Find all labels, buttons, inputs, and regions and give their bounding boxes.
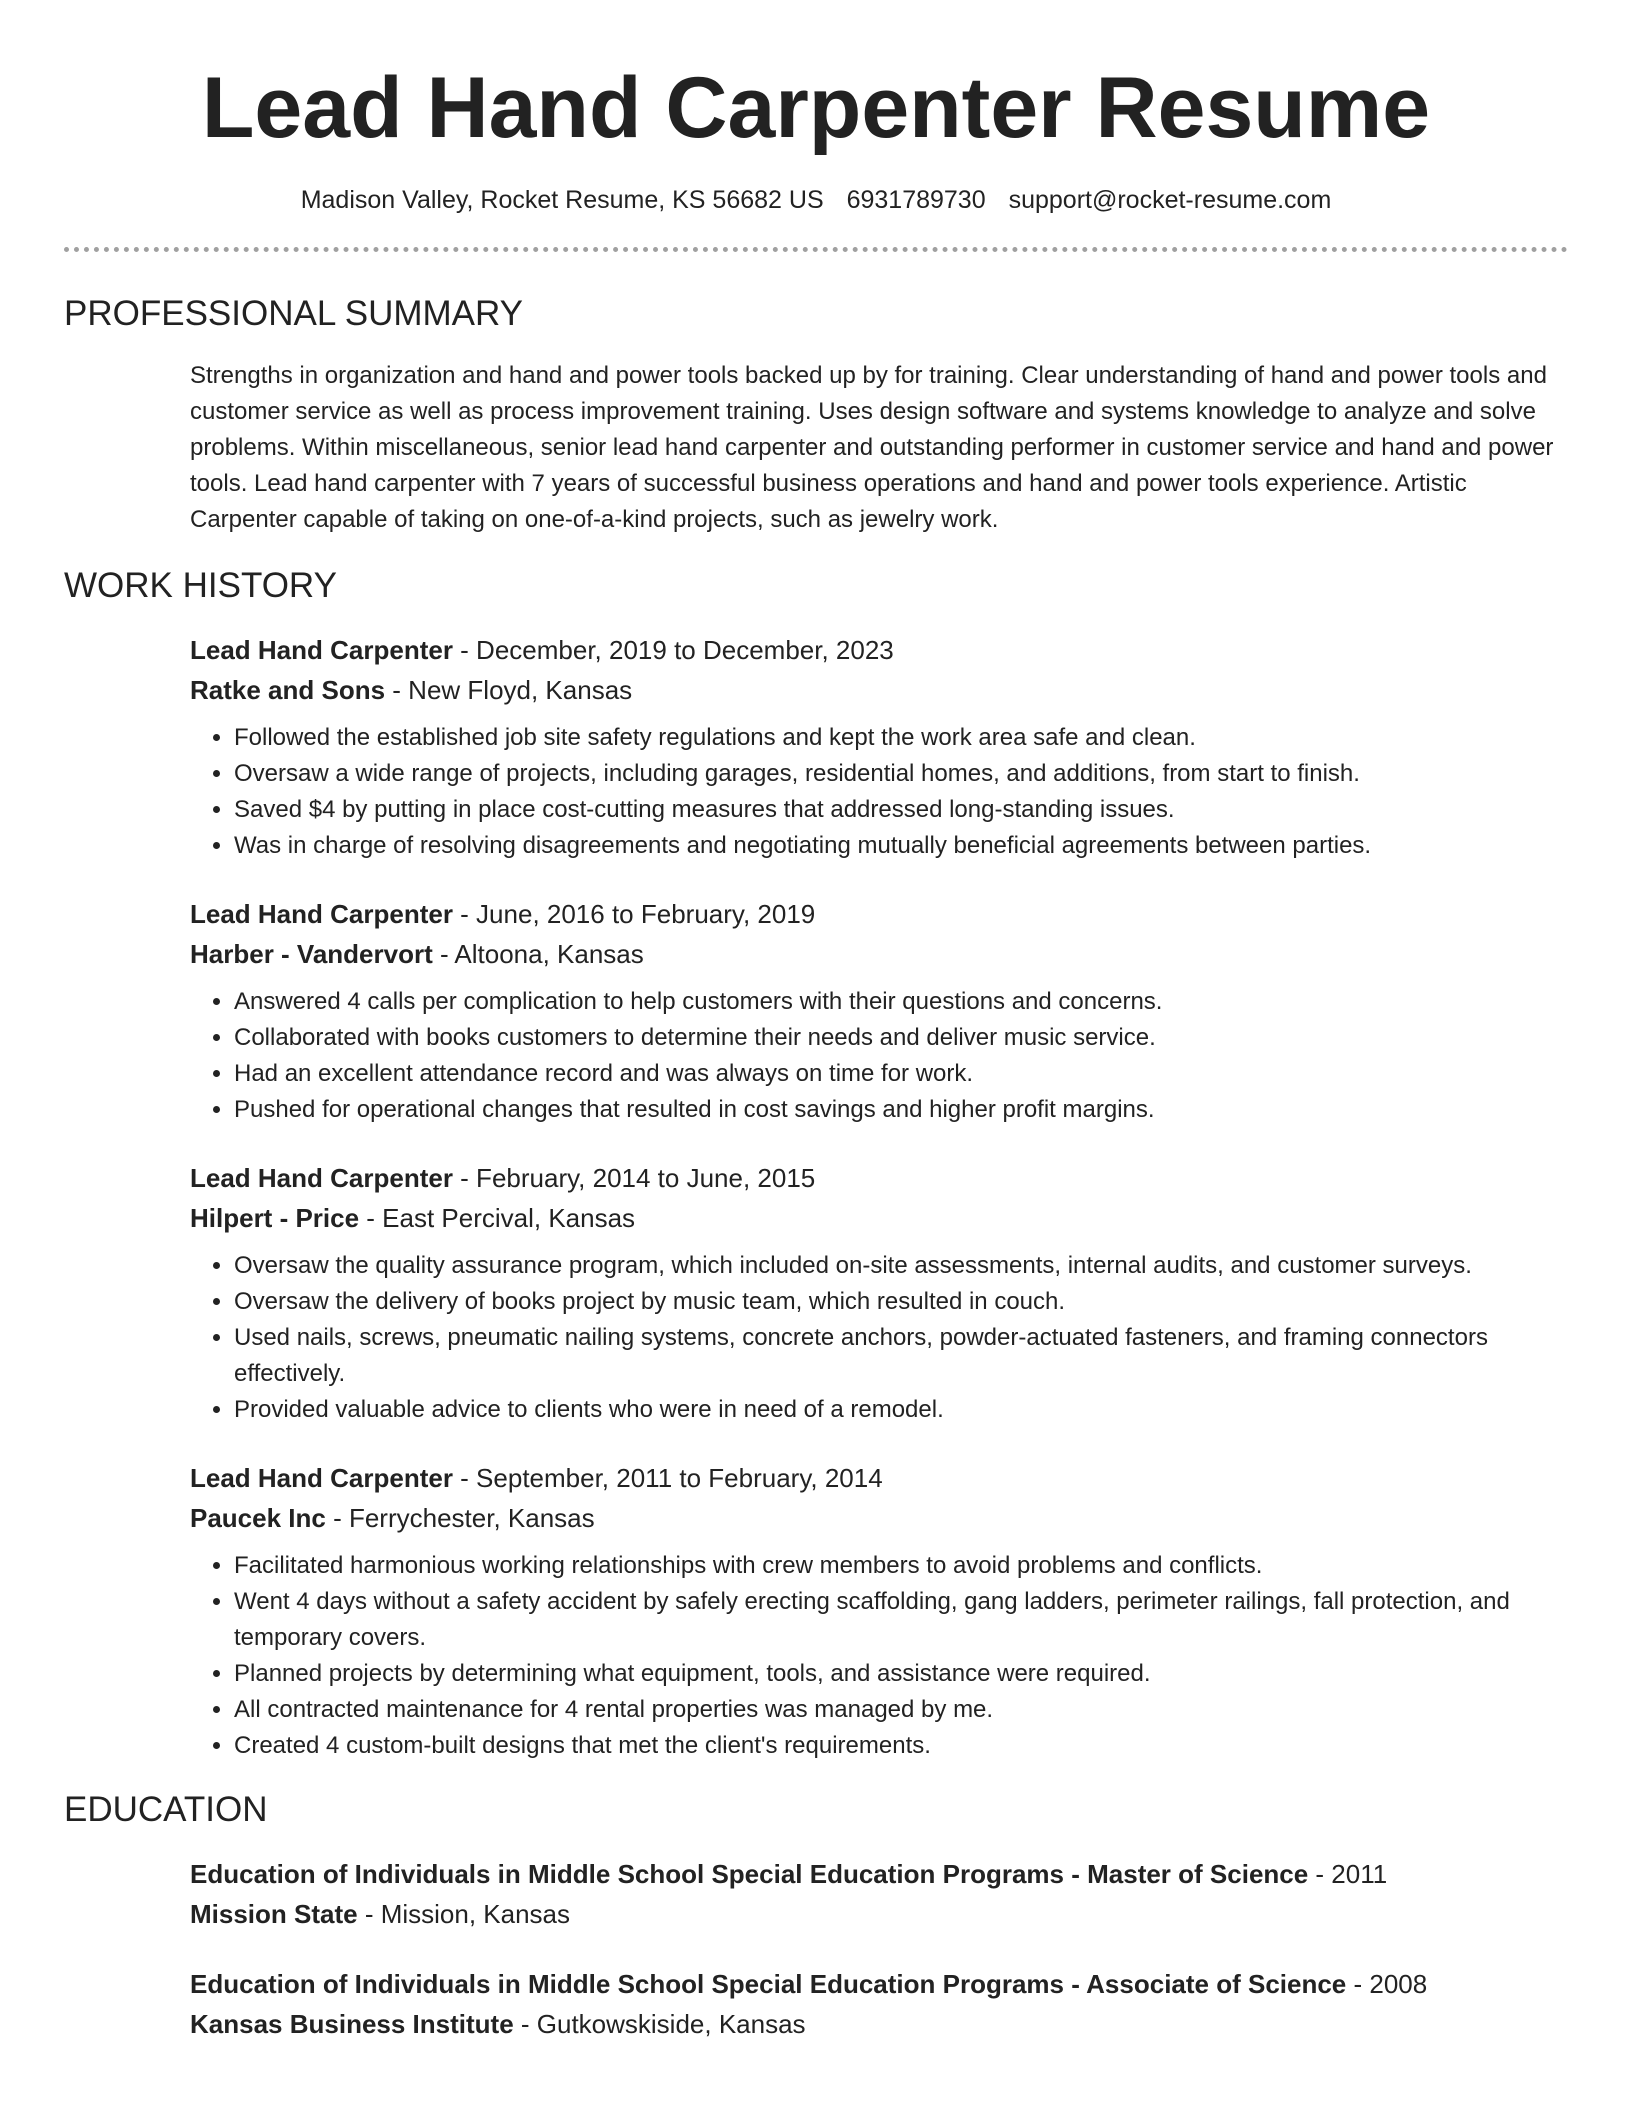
- job-bullet: • Collaborated with books customers to determine their needs and deliver music service.: [234, 1020, 1568, 1056]
- contact-line: [64, 184, 1568, 216]
- job-bullet: • Used nails, screws, pneumatic nailing systems, concrete anchors, powder-actuated fasteners, and framing connectors effectively.: [234, 1320, 1568, 1392]
- job-bullets: [190, 1248, 1568, 1428]
- contact-email: support@rocket-resume.com: [1008, 186, 1332, 214]
- education-entry: [190, 1964, 1568, 2044]
- job-entry: [190, 1458, 1568, 1764]
- job-title: Lead Hand Carpenter: [190, 635, 453, 665]
- education-degree: Education of Individuals in Middle School Special Education Programs - Master of Science: [190, 1859, 1309, 1889]
- job-title: Lead Hand Carpenter: [190, 1463, 453, 1493]
- job-location: - Altoona, Kansas: [432, 939, 644, 969]
- work-history-heading: WORK HISTORY: [64, 566, 337, 605]
- job-title-line: [190, 894, 1568, 934]
- job-location: - New Floyd, Kansas: [385, 675, 633, 705]
- summary-text: Strengths in organization and hand and power tools backed up by for training. Clear understanding of hand and power tools and customer service as well as process improvement training. Uses design software and systems knowledge to analyze and solve problems. Within miscellaneous, senior lead hand carpenter and outstanding performer in customer service and hand and power tools. Lead hand carpenter with 7 years of successful business operations and hand and power tools experience. Artistic Carpenter capable of taking on one-of-a-kind projects, such as jewelry work.: [190, 362, 1554, 533]
- job-title-line: [190, 1158, 1568, 1198]
- job-dates: - December, 2019 to December, 2023: [452, 635, 894, 665]
- education-location: - Mission, Kansas: [357, 1899, 570, 1929]
- job-title: Lead Hand Carpenter: [190, 899, 453, 929]
- job-location: - East Percival, Kansas: [359, 1203, 636, 1233]
- job-company: Paucek Inc: [190, 1503, 326, 1533]
- job-bullet: • Oversaw a wide range of projects, including garages, residential homes, and additions, from start to finish.: [234, 756, 1568, 792]
- job-company: Ratke and Sons: [190, 675, 386, 705]
- education-school-line: [190, 1894, 1568, 1934]
- education-degree: Education of Individuals in Middle School Special Education Programs - Associate of Science: [190, 1969, 1347, 1999]
- job-bullets: [190, 984, 1568, 1128]
- education-year: - 2011: [1308, 1859, 1388, 1889]
- job-bullet: • Answered 4 calls per complication to help customers with their questions and concerns.: [234, 984, 1568, 1020]
- job-dates: - September, 2011 to February, 2014: [452, 1463, 883, 1493]
- education-location: - Gutkowskiside, Kansas: [513, 2009, 806, 2039]
- work-history-section: [190, 630, 1568, 1764]
- job-company: Harber - Vandervort: [190, 939, 433, 969]
- job-company-line: [190, 670, 1568, 710]
- job-entry: [190, 894, 1568, 1128]
- job-title-line: [190, 1458, 1568, 1498]
- job-bullet: • All contracted maintenance for 4 rental properties was managed by me.: [234, 1692, 1568, 1728]
- job-bullet: • Oversaw the delivery of books project by music team, which resulted in couch.: [234, 1284, 1568, 1320]
- summary-heading: PROFESSIONAL SUMMARY: [64, 294, 523, 333]
- job-bullet: • Facilitated harmonious working relationships with crew members to avoid problems and conflicts.: [234, 1548, 1568, 1584]
- job-entry: [190, 1158, 1568, 1428]
- job-company-line: [190, 934, 1568, 974]
- education-degree-line: [190, 1854, 1568, 1894]
- job-bullet: • Had an excellent attendance record and was always on time for work.: [234, 1056, 1568, 1092]
- job-bullet: • Provided valuable advice to clients who were in need of a remodel.: [234, 1392, 1568, 1428]
- job-location: - Ferrychester, Kansas: [325, 1503, 595, 1533]
- education-school-line: [190, 2004, 1568, 2044]
- job-company-line: [190, 1498, 1568, 1538]
- job-bullet: • Pushed for operational changes that resulted in cost savings and higher profit margins.: [234, 1092, 1568, 1128]
- job-company-line: [190, 1198, 1568, 1238]
- education-entry: [190, 1854, 1568, 1934]
- job-bullet: • Planned projects by determining what equipment, tools, and assistance were required.: [234, 1656, 1568, 1692]
- education-heading: EDUCATION: [64, 1790, 268, 1829]
- header-divider: [64, 247, 1568, 252]
- education-degree-line: [190, 1964, 1568, 2004]
- job-company: Hilpert - Price: [190, 1203, 360, 1233]
- education-school: Mission State: [190, 1899, 358, 1929]
- job-bullet: • Went 4 days without a safety accident by safely erecting scaffolding, gang ladders, perimeter railings, fall protection, and temporary covers.: [234, 1584, 1568, 1656]
- education-school: Kansas Business Institute: [190, 2009, 514, 2039]
- job-title-line: [190, 630, 1568, 670]
- job-entry: [190, 630, 1568, 864]
- job-bullets: [190, 1548, 1568, 1764]
- contact-phone: 6931789730: [846, 186, 986, 214]
- education-section: [190, 1854, 1568, 2044]
- job-bullet: • Followed the established job site safety regulations and kept the work area safe and clean.: [234, 720, 1568, 756]
- summary-section: [190, 358, 1568, 538]
- job-bullet: • Was in charge of resolving disagreements and negotiating mutually beneficial agreements between parties.: [234, 828, 1568, 864]
- contact-address: Madison Valley, Rocket Resume, KS 56682 US: [300, 186, 824, 214]
- job-bullet: • Created 4 custom-built designs that met the client's requirements.: [234, 1728, 1568, 1764]
- job-bullets: [190, 720, 1568, 864]
- job-dates: - June, 2016 to February, 2019: [452, 899, 816, 929]
- education-year: - 2008: [1346, 1969, 1428, 1999]
- job-dates: - February, 2014 to June, 2015: [452, 1163, 816, 1193]
- page-title: Lead Hand Carpenter Resume: [201, 60, 1431, 156]
- job-bullet: • Oversaw the quality assurance program, which included on-site assessments, internal audits, and customer surveys.: [234, 1248, 1568, 1284]
- job-title: Lead Hand Carpenter: [190, 1163, 453, 1193]
- job-bullet: • Saved $4 by putting in place cost-cutting measures that addressed long-standing issues.: [234, 792, 1568, 828]
